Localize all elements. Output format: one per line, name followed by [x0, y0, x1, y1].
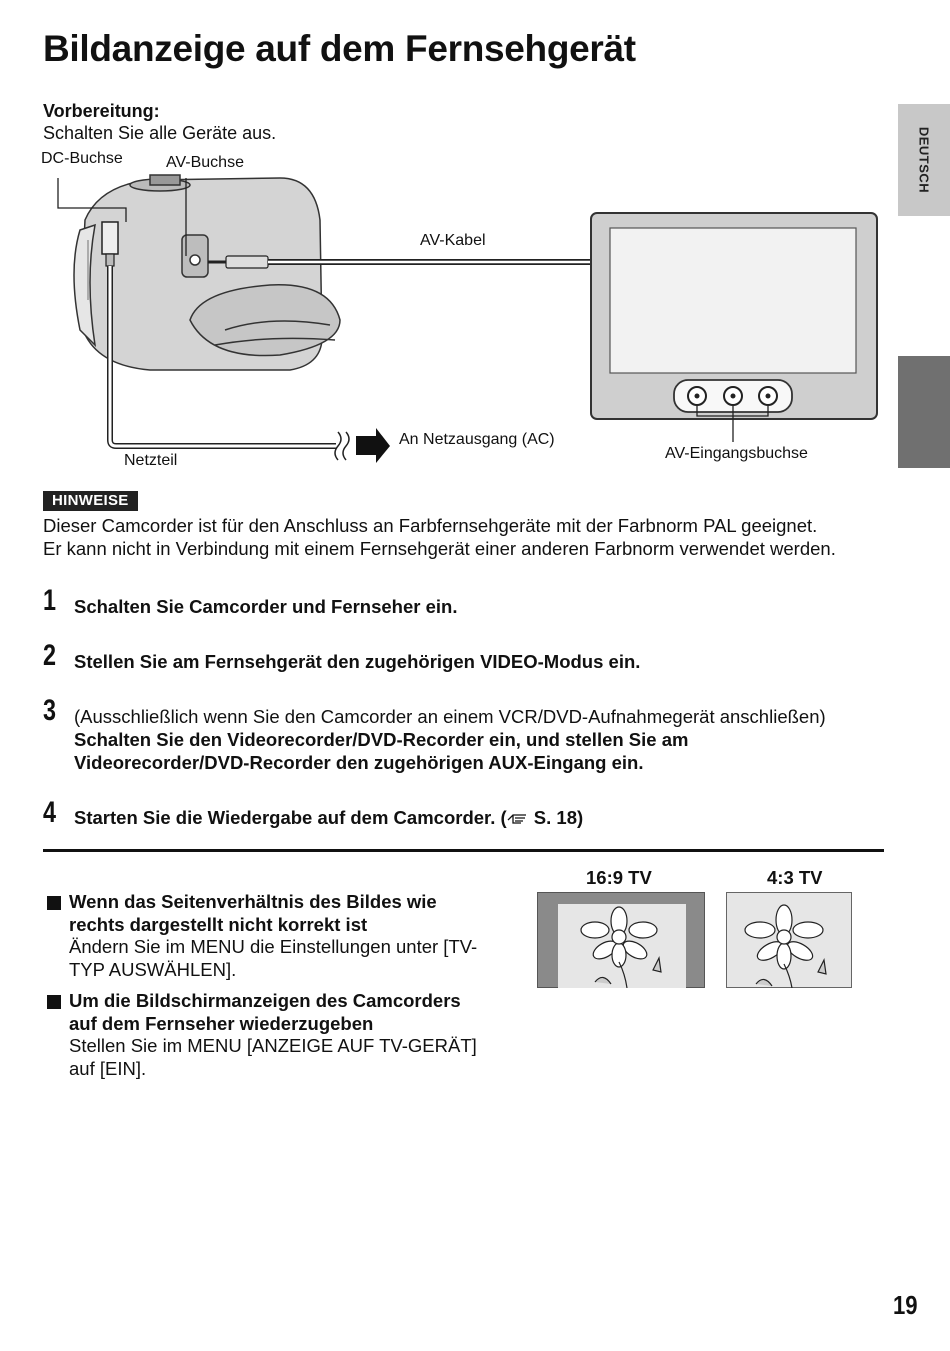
av-input-label: AV-Eingangsbuchse — [665, 445, 808, 462]
section-divider — [43, 849, 884, 852]
ac-outlet-label: An Netzausgang (AC) — [399, 431, 555, 448]
tv-43-label: 4:3 TV — [767, 867, 823, 888]
ac-adapter-label: Netzteil — [124, 452, 178, 469]
step-number: 3 — [43, 694, 57, 727]
page-title: Bildanzeige auf dem Fernsehgerät — [43, 28, 636, 69]
step-text-main: Starten Sie die Wiedergabe auf dem Camcorder. ( — [74, 807, 507, 828]
preparation-text: Schalten Sie alle Geräte aus. — [43, 123, 277, 143]
bullet-square-icon — [47, 896, 61, 910]
bullet-heading: Um die Bildschirmanzeigen des Camcorders — [69, 990, 461, 1011]
bullet-text: Stellen Sie im MENU [ANZEIGE AUF TV-GERÄT] — [69, 1035, 477, 1056]
tv-169-example-image — [537, 892, 705, 988]
bullet-text: auf [EIN]. — [69, 1057, 147, 1079]
bullet-heading: rechts dargestellt nicht korrekt ist — [69, 913, 368, 935]
notes-badge: HINWEISE — [43, 491, 138, 511]
bullet-text: TYP AUSWÄHLEN]. — [69, 958, 237, 980]
step-number: 4 — [43, 796, 57, 829]
page-reference: S. 18) — [528, 807, 584, 828]
page-number: 19 — [893, 1290, 918, 1320]
camcorder-illustration — [74, 175, 340, 370]
bullet-heading: Wenn das Seitenverhältnis des Bildes wie — [69, 891, 437, 912]
notes-text — [43, 514, 893, 560]
step-number: 2 — [43, 639, 57, 672]
bullet-item — [69, 891, 509, 981]
step-line: Videorecorder/DVD-Recorder den zugehörigen AUX-Eingang ein. — [74, 752, 644, 773]
av-cable-label: AV-Kabel — [420, 232, 486, 249]
step-number: 1 — [43, 584, 57, 617]
bullet-item — [69, 990, 509, 1080]
connection-diagram — [40, 150, 890, 480]
tv-43-example-image — [726, 892, 852, 988]
step-text: Schalten Sie Camcorder und Fernseher ein. — [74, 596, 458, 617]
language-tab — [898, 104, 950, 216]
arrow-right-icon — [356, 428, 390, 463]
bullet-square-icon — [47, 995, 61, 1009]
tv-169-label: 16:9 TV — [586, 867, 652, 888]
step-text — [74, 806, 884, 829]
language-tab-label: DEUTSCH — [916, 126, 932, 194]
notes-line: Dieser Camcorder ist für den Anschluss an Farbfernsehgeräte mit der Farbnorm PAL geeignet. — [43, 515, 818, 536]
section-tab — [898, 356, 950, 468]
step-text: Stellen Sie am Fernsehgerät den zugehörigen VIDEO-Modus ein. — [74, 651, 641, 672]
pointing-hand-icon — [507, 811, 529, 825]
preparation-heading: Vorbereitung: — [43, 101, 160, 121]
av-jack-label: AV-Buchse — [166, 154, 244, 171]
step-line: Schalten Sie den Videorecorder/DVD-Recorder ein, und stellen Sie am — [74, 729, 689, 750]
bullet-text: Ändern Sie im MENU die Einstellungen unter [TV- — [69, 936, 478, 957]
television-illustration — [591, 213, 877, 442]
step-text — [74, 705, 884, 774]
step-condition: (Ausschließlich wenn Sie den Camcorder an einem VCR/DVD-Aufnahmegerät anschließen) — [74, 706, 826, 727]
notes-line: Er kann nicht in Verbindung mit einem Fernsehgerät einer anderen Farbnorm verwendet werden. — [43, 538, 836, 559]
dc-jack-label: DC-Buchse — [41, 150, 123, 167]
bullet-heading: auf dem Fernseher wiederzugeben — [69, 1012, 374, 1034]
